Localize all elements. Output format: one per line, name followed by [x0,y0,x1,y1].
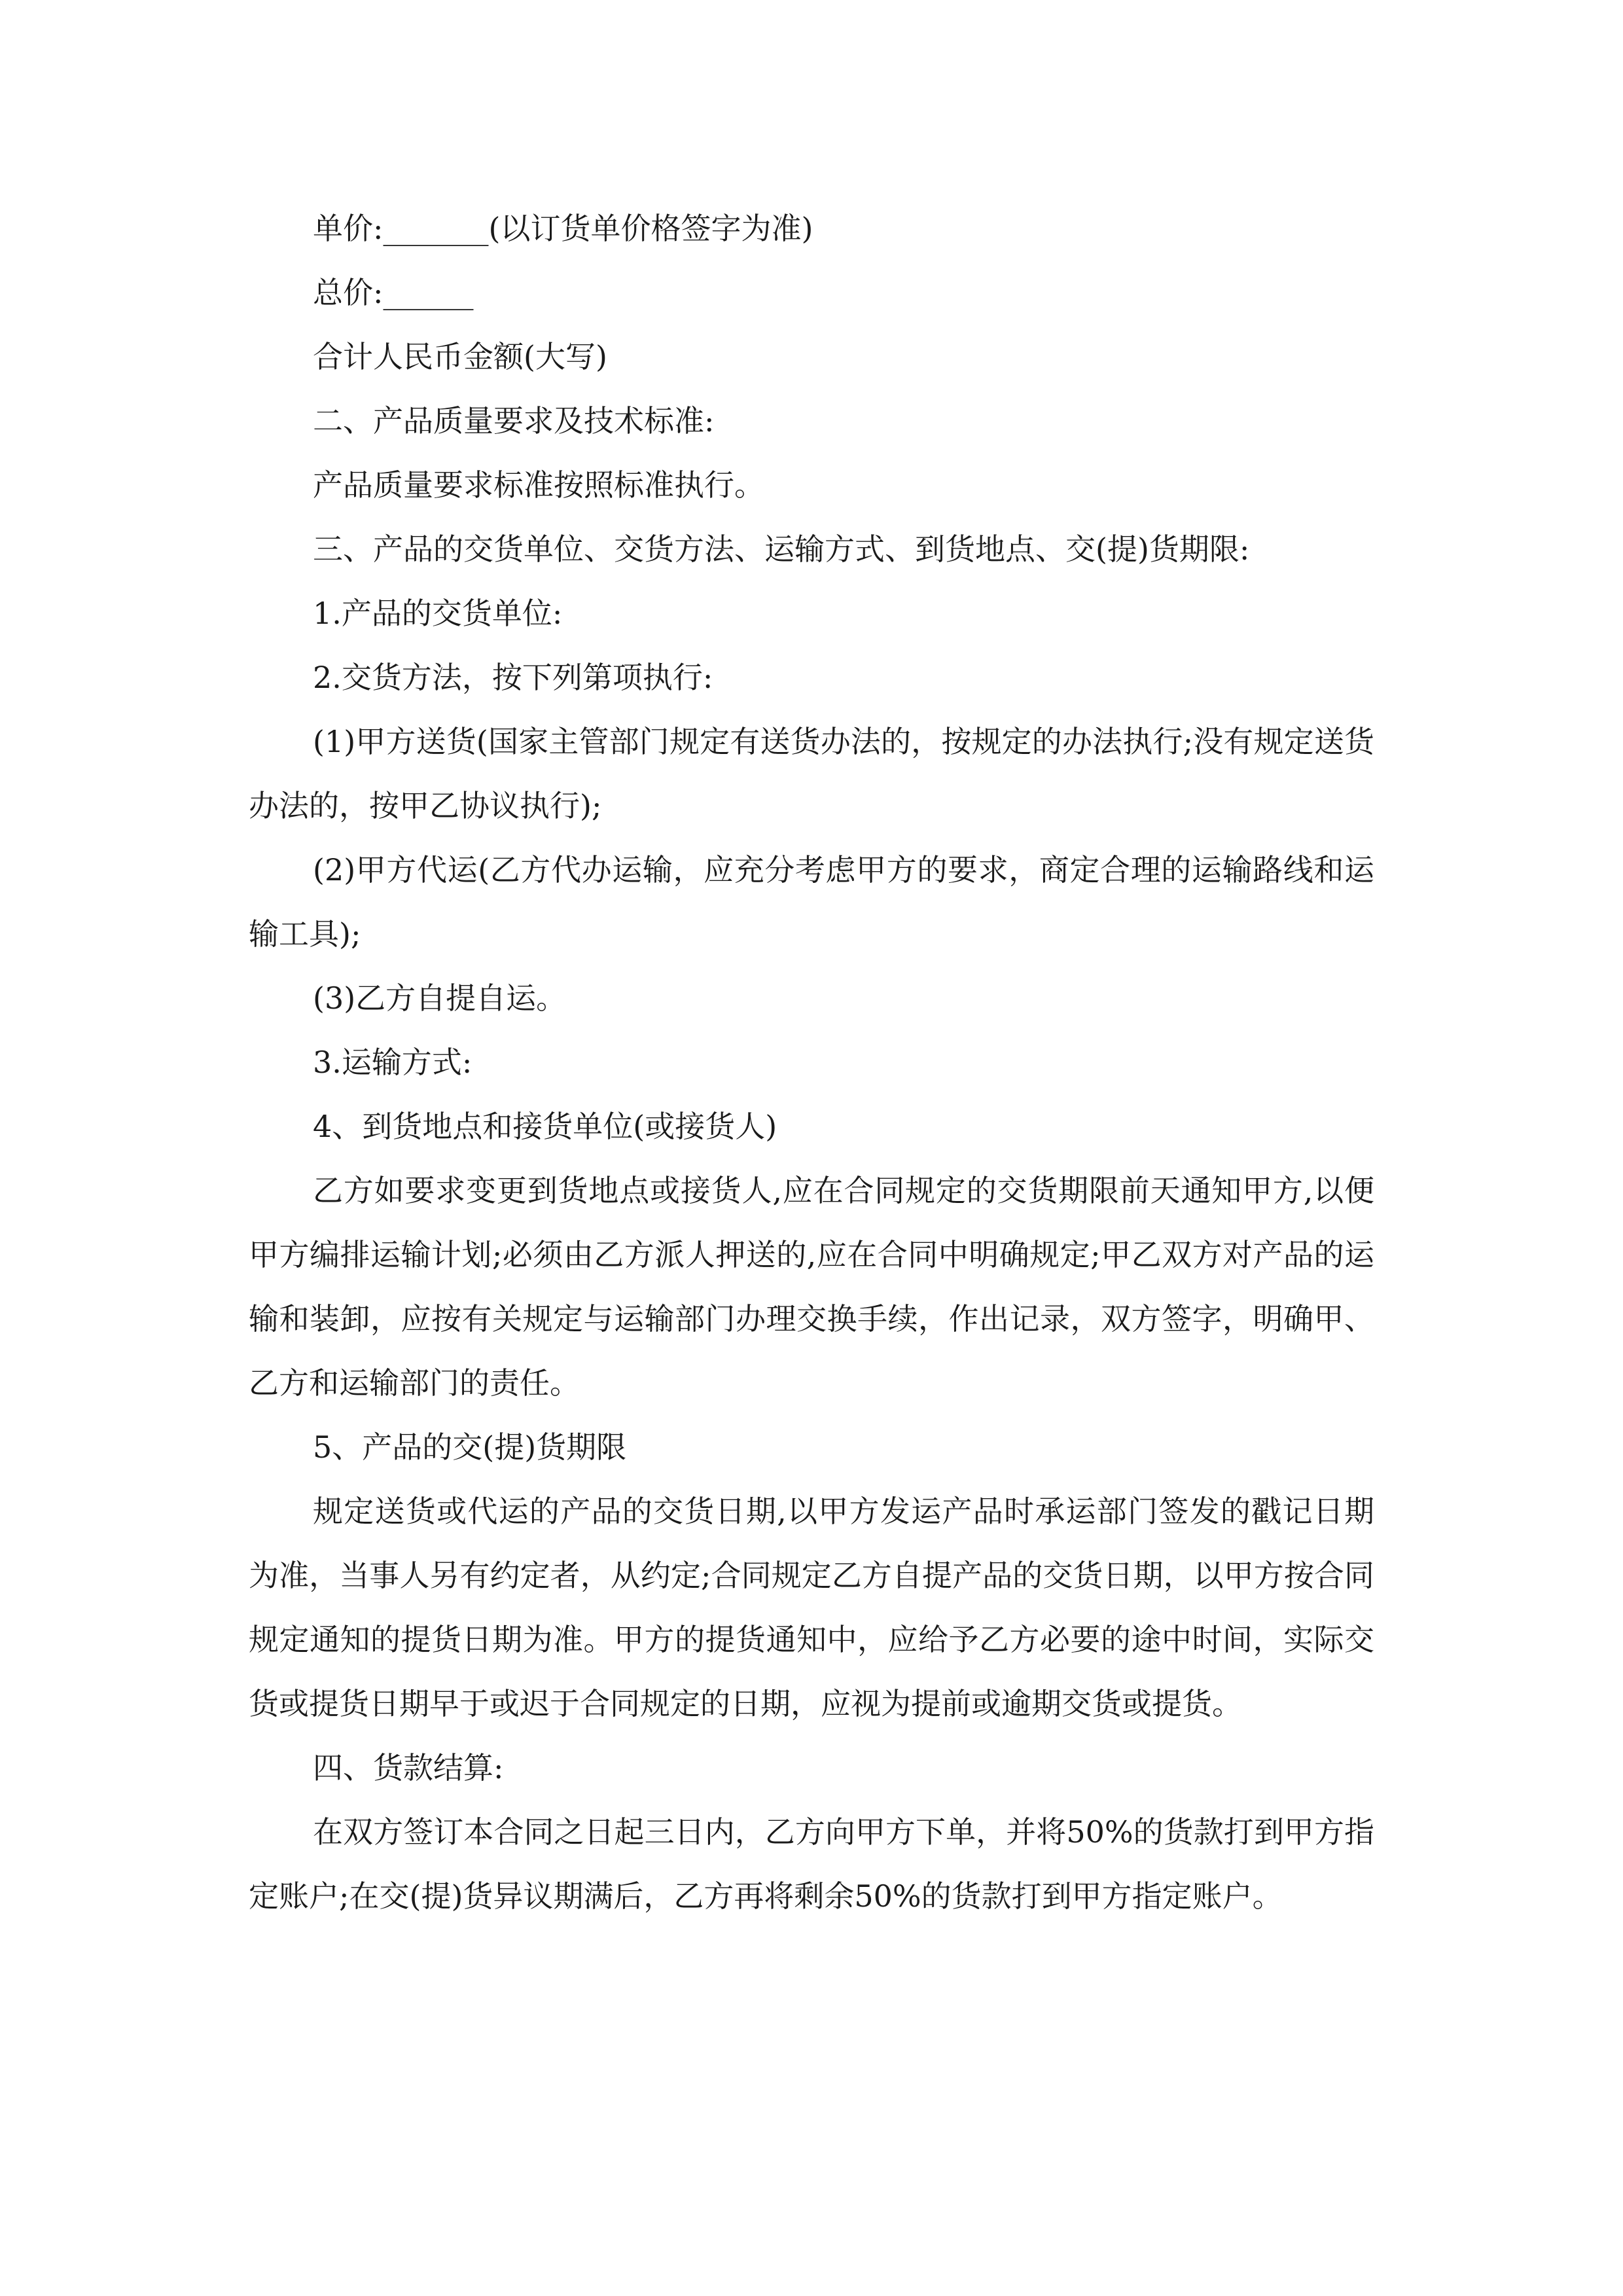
delivery-option-1: (1)甲方送货(国家主管部门规定有送货办法的，按规定的办法执行;没有规定送货办法的，按甲乙协议执行); [249,724,1374,823]
delivery-unit-item: 1.产品的交货单位: [313,596,563,631]
delivery-option-2: (2)甲方代运(乙方代办运输，应充分考虑甲方的要求，商定合理的运输路线和运输工具); [249,852,1374,952]
delivery-date-paragraph: 规定送货或代运的产品的交货日期,以甲方发运产品时承运部门签发的戳记日期为准，当事人另有约定者，从约定;合同规定乙方自提产品的交货日期，以甲方按合同规定通知的提货日期为准。甲方的提货通知中，应给予乙方必要的途中时间，实际交货或提货日期早于或迟于合同规定的日期，应视为提前或逾期交货或提货。 [249,1494,1374,1721]
arrival-change-paragraph: 乙方如要求变更到货地点或接货人,应在合同规定的交货期限前天通知甲方,以便甲方编排运输计划;必须由乙方派人押送的,应在合同中明确规定;甲乙双方对产品的运输和装卸，应按有关规定与运输部门办理交换手续，作出记录，双方签字，明确甲、乙方和运输部门的责任。 [249,1173,1374,1401]
transport-method-item: 3.运输方式: [313,1045,473,1080]
document-body [249,196,1374,1928]
section-4-heading: 四、货款结算: [313,1750,504,1785]
delivery-deadline-item: 5、产品的交(提)货期限 [313,1429,627,1465]
total-amount-line: 合计人民币金额(大写) [313,339,607,374]
delivery-option-3: (3)乙方自提自运。 [313,980,567,1016]
section-2-heading: 二、产品质量要求及技术标准: [313,403,715,439]
unit-price-line: 单价:_______(以订货单价格签字为准) [313,211,813,246]
delivery-method-item: 2.交货方法，按下列第项执行: [313,660,713,695]
arrival-location-item: 4、到货地点和接货单位(或接货人) [313,1109,777,1144]
quality-standard-paragraph: 产品质量要求标准按照标准执行。 [313,467,764,503]
section-3-heading: 三、产品的交货单位、交货方法、运输方式、到货地点、交(提)货期限: [313,531,1250,567]
payment-paragraph: 在双方签订本合同之日起三日内，乙方向甲方下单，并将50%的货款打到甲方指定账户;在交(提)货异议期满后，乙方再将剩余50%的货款打到甲方指定账户。 [249,1814,1374,1914]
total-price-line: 总价:______ [313,275,474,310]
